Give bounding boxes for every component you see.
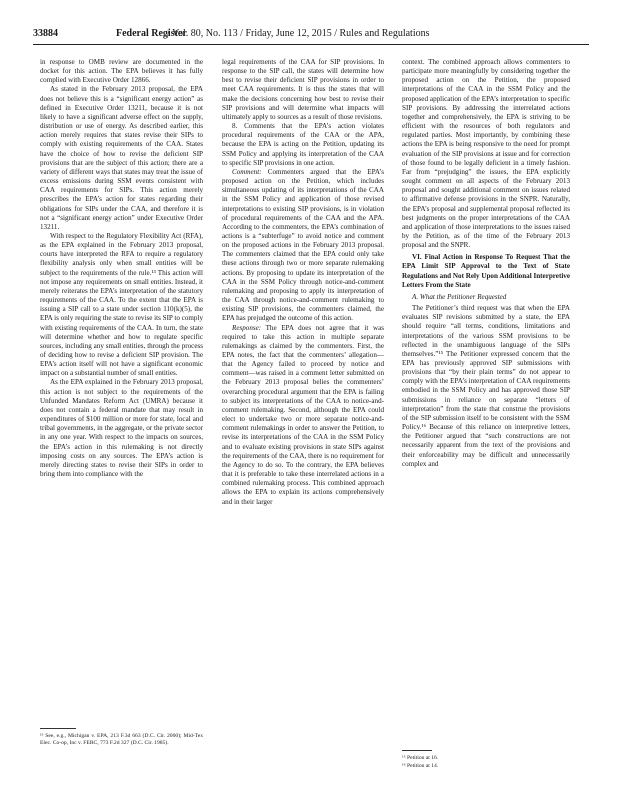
col3-paragraph — [402, 293, 570, 302]
page-header — [33, 27, 589, 41]
footnote-13: ¹³ See, e.g., Michigan v. EPA, 213 F.3d 663 (D.C. Cir. 2000); Mid-Tex Elec. Co-op, Inc v. FERC, 773 F.2d 327 (D.C. Cir. 1985). — [40, 733, 203, 746]
paragraph-text: The Petitioner’s third request was that when the EPA evaluates SIP revisions submitted by a state, the EPA should require “all terms, conditions, limitations and interpretations of the various SSM provisions to be reflected in the unambiguous language of the SIPs themselves.”¹⁵ The Petitioner expressed concern that the EPA has previously approved SIP submissions with provisions that “by their plain terms” do not appear to comply with the EPA’s interpretation of CAA requirements embodied in the SSM Policy and has approved those SIP submissions in reliance on separate “letters of interpretation” from the state that construe the provisions of the SIP submission itself to be consistent with the SSM Policy.¹⁶ Because of this reliance on interpretive letters, the Petitioner argued that “such constructions are not necessarily apparent from the text of the provisions and their enforceability may be difficult and unnecessarily complex and — [402, 304, 570, 468]
footnotes-right — [402, 754, 502, 770]
footnote-rule-right — [402, 750, 432, 751]
paragraph-text: As the EPA explained in the February 2013 proposal, this action is not subject to the requirements of the Unfunded Mandates Reform Act (UMRA) because it does not contain a federal mandate that may result in expenditures of $100 million or more for state, local and tribal governments, in the aggregate, or the private sector in any one year. With respect to the impacts on sources, the EPA’s action in this rulemaking is not directly imposing costs on any sources. The EPA’s action is merely directing states to revise their SIPs in order to bring them into compliance with the — [40, 378, 203, 479]
text-column-3 — [402, 58, 570, 780]
text-column-1 — [40, 58, 203, 780]
col1-paragraph — [40, 58, 203, 85]
publication-title: Federal Register — [116, 28, 187, 39]
col2-paragraph — [222, 122, 384, 168]
paragraph-text: in response to OMB review are documented in the docket for this action. The EPA believes it has fully complied with Executive Order 12866. — [40, 58, 203, 85]
col3-paragraph — [402, 304, 570, 469]
paragraph-text: legal requirements of the CAA for SIP provisions. In response to the SIP call, the states will determine how best to revise their deficient SIP provisions in order to meet CAA requirements. It is thus the states that will make the decisions concerning how best to revise their SIP provisions and will determine what impacts will ultimately apply to sources as a result of those revisions. — [222, 58, 384, 121]
col2-paragraph — [222, 324, 384, 507]
paragraph-text: 8. Comments that the EPA’s action violates procedural requirements of the CAA or the APA, because the EPA is acting on the Petition, updating its SSM Policy and applying its interpretation of the CAA to specific SIP provisions in one action. — [222, 122, 384, 167]
paragraph-text: As stated in the February 2013 proposal, the EPA does not believe this is a “significant energy action” as defined in Executive Order 13211, because it is not likely to have a significant adverse effect on the supply, distribution or use of energy. As described earlier, this action merely requires that states revise their SIPs to comply with existing requirements of the CAA. States have the choice of how to revise the deficient SIP provisions that are the subject of this action; there are a variety of different ways that states may treat the issue of excess emissions during SSM events consistent with CAA requirements for SIPs. This action merely prescribes the EPA’s action for states regarding their obligations for SIPs under the CAA, and therefore it is not a “significant energy action” under Executive Order 13211. — [40, 85, 203, 231]
paragraph-text: VI. Final Action in Response To Request That the EPA Limit SIP Approval to the Text of State Regulations and Not Rely Upon Additional Interpretive Letters From the State — [402, 253, 570, 289]
col3-paragraph — [402, 253, 570, 290]
header-rule — [33, 44, 589, 45]
paragraph-text: context. The combined approach allows commenters to participate more meaningfully by considering together the proposed action on the Petition, the proposed interpretations of the CAA in the SSM Policy and the proposed application of the EPA’s interpretation to specific SIP provisions. By addressing the interrelated actions together and comprehensively, the EPA is striving to be efficient with the resources of both regulators and regulated parties. Most importantly, by combining these actions the EPA is being responsive to the need for prompt evaluation of the SIP provisions at issue and for correction of those found to be legally deficient in a timely fashion. Far from “prejudging” the issues, the EPA explicitly sought comment on all aspects of the February 2013 proposal and sought additional comment on issues related to affirmative defense provisions in the SNPR. Naturally, the EPA’s proposal and supplemental proposal reflected its best judgments on the proper interpretations of the CAA and application of those interpretations to the issues raised by the Petition, as of the time of the February 2013 proposal and the SNPR. — [402, 58, 570, 250]
col3-paragraph — [402, 58, 570, 250]
col1-paragraph — [40, 85, 203, 232]
issue-details: / Vol. 80, No. 113 / Friday, June 12, 2015 / Rules and Regulations — [167, 28, 430, 39]
page-number: 33884 — [33, 28, 58, 39]
paragraph-label: Response: — [232, 323, 262, 332]
col1-paragraph — [40, 232, 203, 379]
text-column-2 — [222, 58, 384, 780]
col2-paragraph — [222, 58, 384, 122]
paragraph-text: The EPA does not agree that it was required to take this action in multiple separate rulemakings as claimed by the commenters. First, the EPA notes, the fact that the commenters’ allegation—that the Agency failed to proceed by notice and comment—was raised in a comment letter submitted on the February 2013 proposal belies the commenters’ overarching procedural argument that the EPA is failing to subject its interpretations of the CAA to notice-and-comment rulemaking. Second, although the EPA could elect to undertake two or more separate notice-and-comment rulemakings in order to answer the Petition, to revise its interpretations of the CAA in the SSM Policy and to evaluate existing provisions in state SIPs against the requirements of the CAA, there is no requirement for the Agency to do so. To the contrary, the EPA believes that it is preferable to take these interrelated actions in a combined rulemaking process. This combined approach allows the EPA to explain its actions comprehensively and in their larger — [222, 323, 384, 506]
paragraph-text: With respect to the Regulatory Flexibility Act (RFA), as the EPA explained in the February 2013 proposal, courts have interpreted the RFA to require a regulatory flexibility analysis only when small entities will be subject to the requirements of the rule.¹³ This action will not impose any requirements on small entities. Instead, it merely reiterates the EPA’s interpretation of the statutory requirements of the CAA. To the extent that the EPA is issuing a SIP call to a state under section 110(k)(5), the EPA is only requiring the state to revise its SIP to comply with existing requirements of the CAA. In turn, the state will determine whether and how to regulate specific sources, including any small entities, through the process of deciding how to revise a deficient SIP provision. The EPA’s action itself will not have a significant economic impact on a substantial number of small entities. — [40, 231, 203, 378]
paragraph-label: Comment: — [232, 167, 262, 176]
col2-paragraph — [222, 168, 384, 324]
footnote-16: ¹⁶ Petition at 14. — [402, 763, 439, 769]
footnote-rule-left — [40, 728, 76, 729]
col1-paragraph — [40, 378, 203, 479]
footnote-15: ¹⁵ Petition at 16. — [402, 755, 439, 761]
paragraph-text: Commenters argued that the EPA’s proposed action on the Petition, which includes simultaneous updating of its interpretations of the CAA in the SSM Policy and application of those revised interpretations to existing SIP provisions, is in violation of procedural requirements of the CAA and the APA. According to the commenters, the EPA’s combination of actions is a “subterfuge” to avoid notice and comment on the proposed actions in the February 2013 proposal. The commenters claimed that the EPA could only take these actions through two or more separate rulemaking actions. By proposing to update its interpretation of the CAA in the SSM Policy through notice-and-comment rulemaking and proposing to apply its interpretation of the CAA through notice-and-comment rulemaking to existing SIP provisions, the commenters claimed, the EPA has prejudged the outcome of this action. — [222, 167, 384, 323]
paragraph-text: A. What the Petitioner Requested — [412, 292, 507, 301]
